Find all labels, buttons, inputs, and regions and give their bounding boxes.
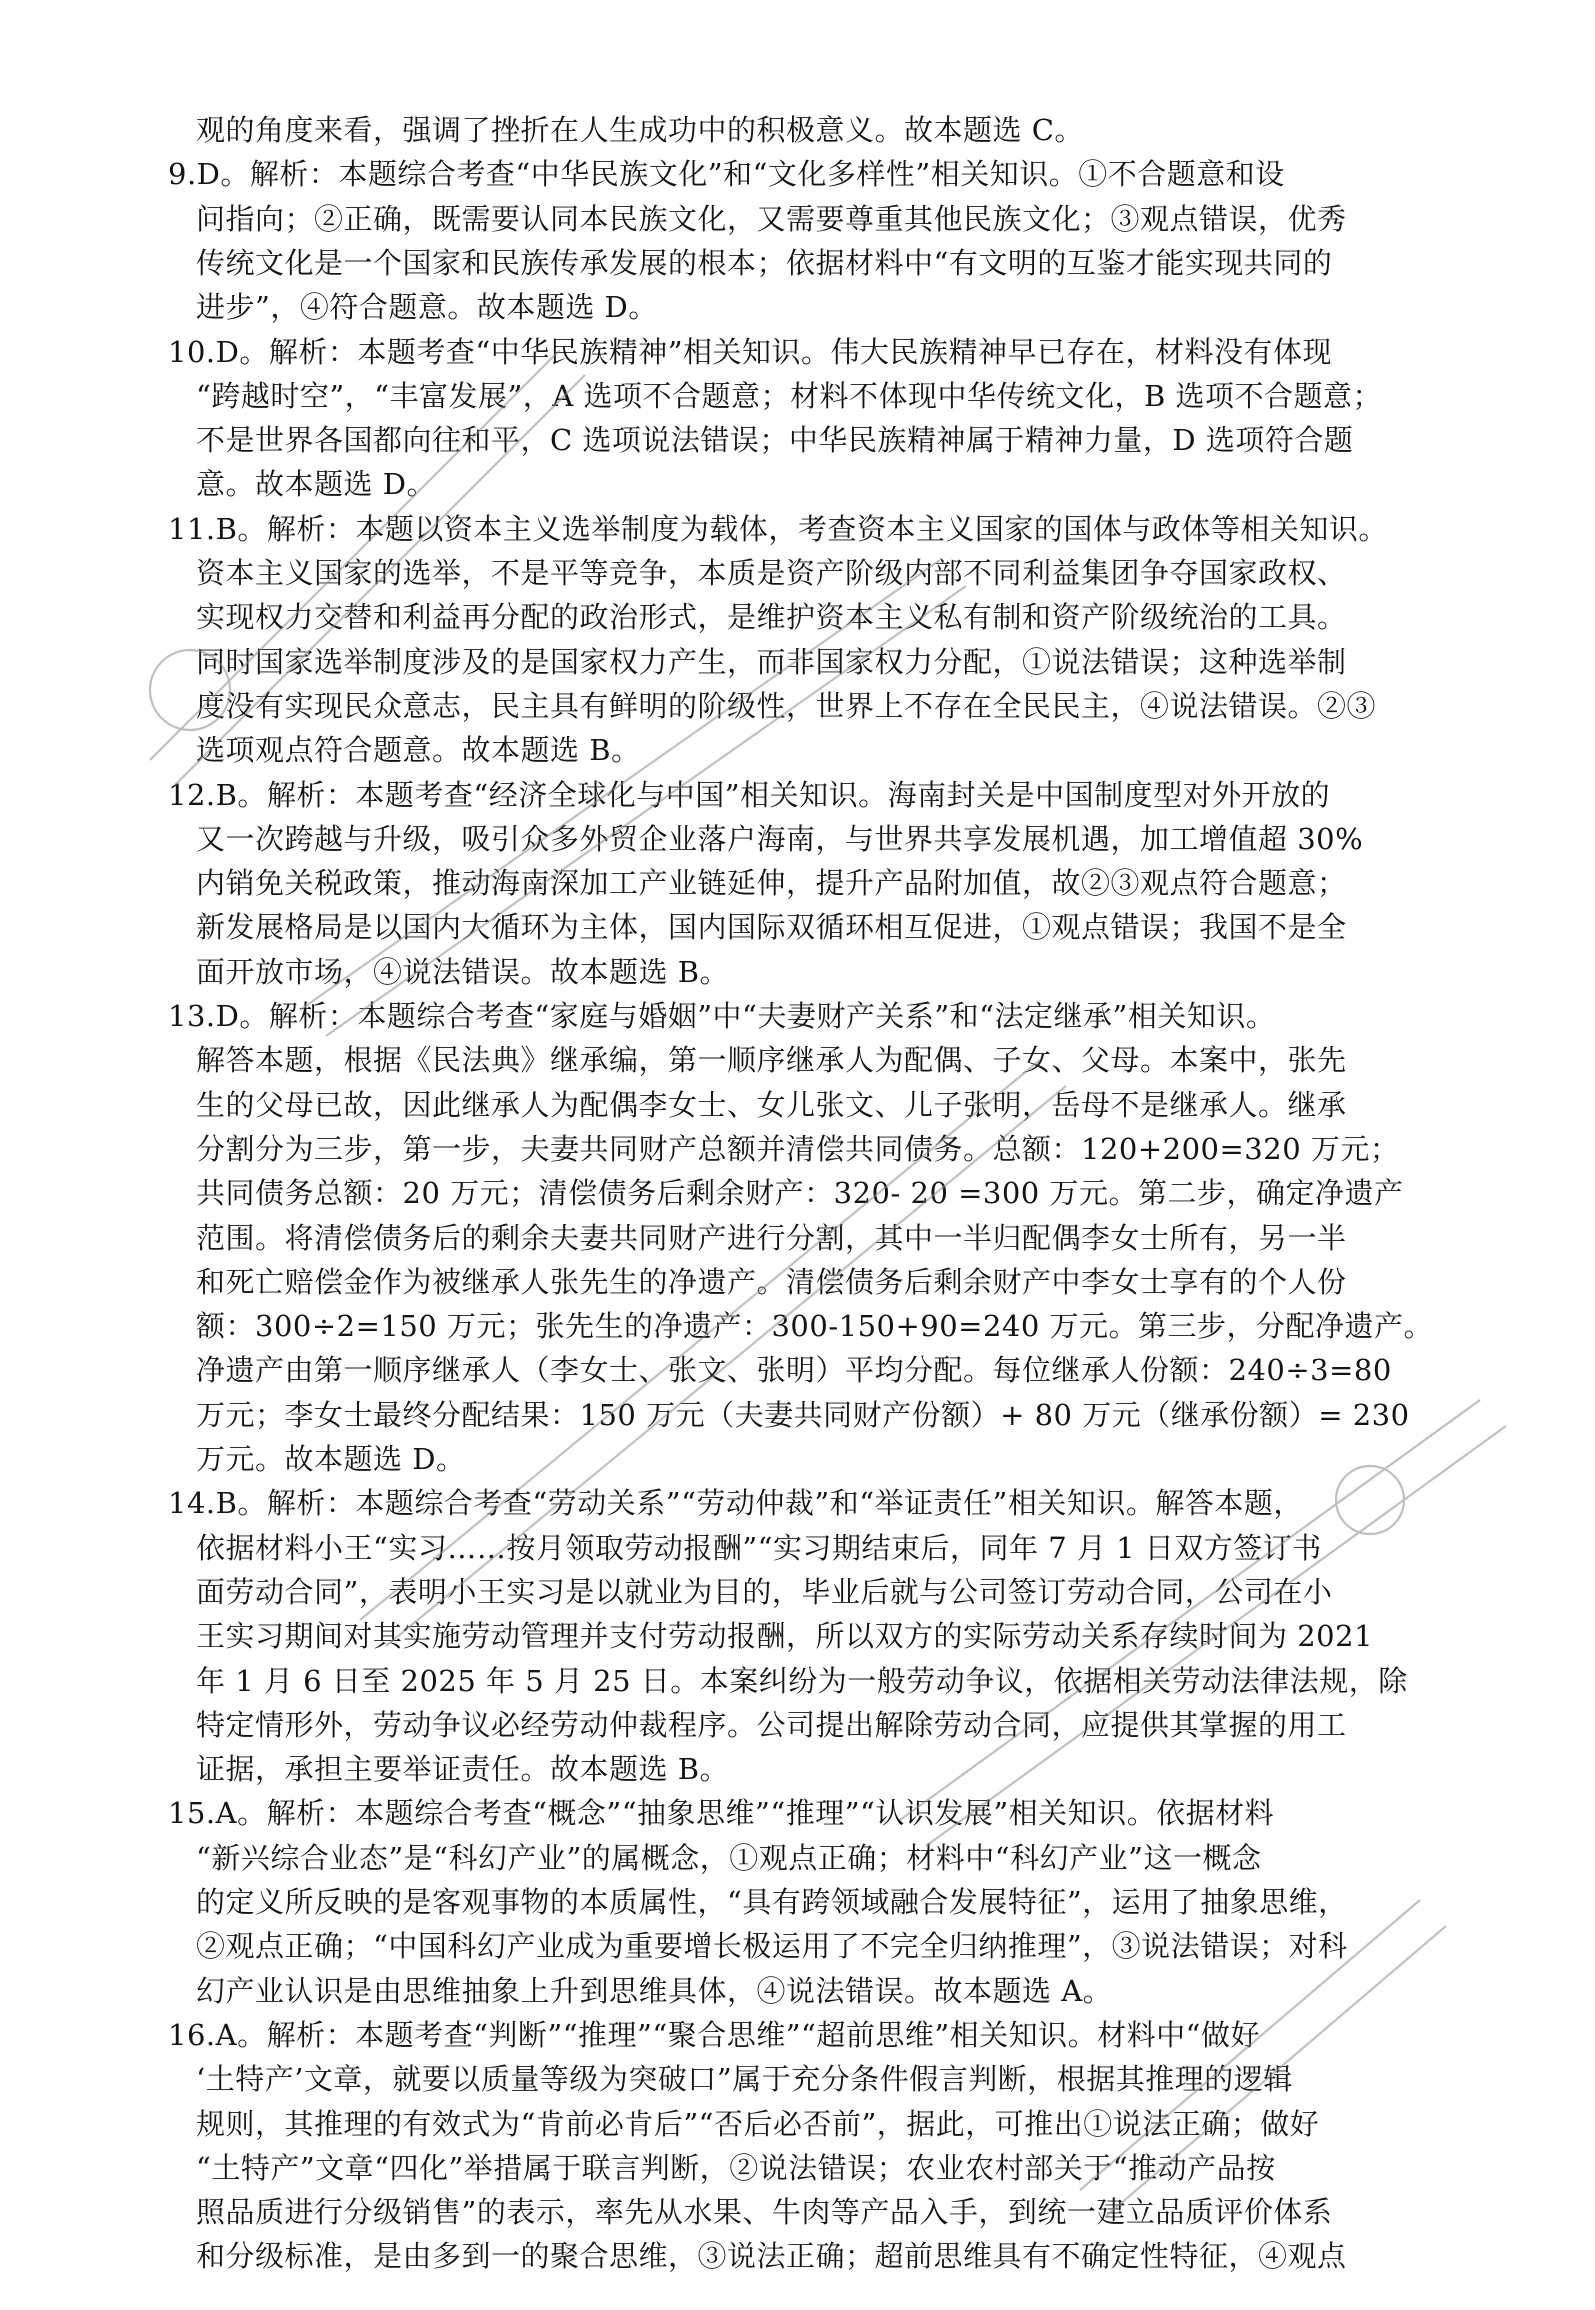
- text-line: “新兴综合业态”是“科幻产业”的属概念，①观点正确；材料中“科幻产业”这一概念: [196, 1840, 1262, 1875]
- text-line: 幻产业认识是由思维抽象上升到思维具体，④说法错误。故本题选 A。: [196, 1973, 1113, 2008]
- text-line: 面开放市场，④说法错误。故本题选 B。: [196, 954, 730, 989]
- text-line: 万元；李女士最终分配结果：150 万元（夫妻共同财产份额）+ 80 万元（继承份额）= 230: [196, 1397, 1410, 1432]
- text-line: 分割分为三步，第一步，夫妻共同财产总额并清偿共同债务。总额：120+200=320 万元；: [196, 1131, 1400, 1166]
- text-line: 规则，其推理的有效式为“肯前必肯后”“否后必否前”，据此，可推出①说法正确；做好: [196, 2106, 1320, 2141]
- text-line: 特定情形外，劳动争议必经劳动仲裁程序。公司提出解除劳动合同，应提供其掌握的用工: [196, 1707, 1347, 1742]
- text-line: “土特产”文章“四化”举措属于联言判断，②说法错误；农业农村部关于“推动产品按: [196, 2150, 1276, 2185]
- text-line: 面劳动合同”，表明小王实习是以就业为目的，毕业后就与公司签订劳动合同，公司在小: [196, 1574, 1333, 1609]
- text-line: 14.B。解析：本题综合考查“劳动关系”“劳动仲裁”和“举证责任”相关知识。解答本题，: [168, 1486, 1303, 1521]
- text-line: 12.B。解析：本题考查“经济全球化与中国”相关知识。海南封关是中国制度型对外开放的: [168, 777, 1331, 812]
- text-line: 净遗产由第一顺序继承人（李女士、张文、张明）平均分配。每位继承人份额：240÷3=80: [196, 1353, 1392, 1388]
- text-line: 共同债务总额：20 万元；清偿债务后剩余财产：320- 20 =300 万元。第二步，确定净遗产: [196, 1176, 1404, 1211]
- text-line: ‘土特产’文章，就要以质量等级为突破口”属于充分条件假言判断，根据其推理的逻辑: [196, 2062, 1293, 2097]
- text-line: 范围。将清偿债务后的剩余夫妻共同财产进行分割，其中一半归配偶李女士所有，另一半: [196, 1220, 1347, 1255]
- text-line: 同时国家选举制度涉及的是国家权力产生，而非国家权力分配，①说法错误；这种选举制: [196, 644, 1347, 679]
- text-line: 13.D。解析：本题综合考查“家庭与婚姻”中“夫妻财产关系”和“法定继承”相关知识。: [168, 999, 1276, 1033]
- text-line: 生的父母已故，因此继承人为配偶李女士、女儿张文、儿子张明，岳母不是继承人。继承: [196, 1087, 1347, 1122]
- text-line: 王实习期间对其实施劳动管理并支付劳动报酬，所以双方的实际劳动关系存续时间为 2021: [196, 1619, 1374, 1654]
- text-line: 问指向；②正确，既需要认同本民族文化，又需要尊重其他民族文化；③观点错误，优秀: [196, 201, 1347, 236]
- text-line: “跨越时空”，“丰富发展”，A 选项不合题意；材料不体现中华传统文化，B 选项不合题意；: [196, 378, 1382, 413]
- text-line: 9.D。解析：本题综合考查“中华民族文化”和“文化多样性”相关知识。①不合题意和设: [168, 157, 1285, 192]
- text-line: 内销免关税政策，推动海南深加工产业链延伸，提升产品附加值，故②③观点符合题意；: [196, 866, 1347, 901]
- text-line: 依据材料小王“实习……按月领取劳动报酬”“实习期结束后，同年 7 月 1 日双方签订书: [196, 1530, 1322, 1565]
- text-line: 资本主义国家的选举，不是平等竞争，本质是资产阶级内部不同利益集团争夺国家政权、: [196, 556, 1347, 590]
- text-line: 选项观点符合题意。故本题选 B。: [196, 733, 641, 768]
- text-line: 和分级标准，是由多到一的聚合思维，③说法正确；超前思维具有不确定性特征，④观点: [196, 2239, 1347, 2274]
- text-line: 观的角度来看，强调了挫折在人生成功中的积极意义。故本题选 C。: [196, 113, 1084, 147]
- text-line: 16.A。解析：本题考查“判断”“推理”“聚合思维”“超前思维”相关知识。材料中“做好: [168, 2017, 1260, 2052]
- text-line: 进步”，④符合题意。故本题选 D。: [196, 290, 658, 325]
- text-line: 证据，承担主要举证责任。故本题选 B。: [196, 1752, 730, 1787]
- text-line: 额：300÷2=150 万元；张先生的净遗产：300-150+90=240 万元。第三步，分配净遗产。: [196, 1309, 1434, 1344]
- text-line: 意。故本题选 D。: [196, 467, 436, 502]
- text-line: 度没有实现民众意志，民主具有鲜明的阶级性，世界上不存在全民民主，④说法错误。②③: [196, 688, 1377, 723]
- text-line: 实现权力交替和利益再分配的政治形式，是维护资本主义私有制和资产阶级统治的工具。: [196, 600, 1347, 635]
- text-line: 15.A。解析：本题综合考查“概念”“抽象思维”“推理”“认识发展”相关知识。依据材料: [168, 1796, 1275, 1831]
- text-line: 新发展格局是以国内大循环为主体，国内国际双循环相互促进，①观点错误；我国不是全: [196, 910, 1347, 945]
- text-line: 不是世界各国都向往和平，C 选项说法错误；中华民族精神属于精神力量，D 选项符合题: [196, 423, 1354, 458]
- text-line: 传统文化是一个国家和民族传承发展的根本；依据材料中“有文明的互鉴才能实现共同的: [196, 245, 1333, 280]
- text-line: 和死亡赔偿金作为被继承人张先生的净遗产。清偿债务后剩余财产中李女士享有的个人份: [196, 1264, 1347, 1299]
- text-line: 的定义所反映的是客观事物的本质属性，“具有跨领域融合发展特征”，运用了抽象思维，: [196, 1885, 1348, 1919]
- text-line: 年 1 月 6 日至 2025 年 5 月 25 日。本案纠纷为一般劳动争议，依据相关劳动法律法规，除: [196, 1663, 1408, 1698]
- text-line: ②观点正确；“中国科幻产业成为重要增长极运用了不完全归纳推理”，③说法错误；对科: [196, 1929, 1348, 1964]
- text-line: 万元。故本题选 D。: [196, 1442, 466, 1476]
- text-line: 解答本题，根据《民法典》继承编，第一顺序继承人为配偶、子女、父母。本案中，张先: [196, 1043, 1347, 1078]
- text-line: 照品质进行分级销售”的表示，率先从水果、牛肉等产品入手，到统一建立品质评价体系: [196, 2195, 1333, 2230]
- text-line: 11.B。解析：本题以资本主义选举制度为载体，考查资本主义国家的国体与政体等相关知识。: [168, 511, 1388, 546]
- text-line: 又一次跨越与升级，吸引众多外贸企业落户海南，与世界共享发展机遇，加工增值超 30%: [196, 821, 1364, 856]
- text-line: 10.D。解析：本题考查“中华民族精神”相关知识。伟大民族精神早已存在，材料没有体现: [168, 334, 1333, 369]
